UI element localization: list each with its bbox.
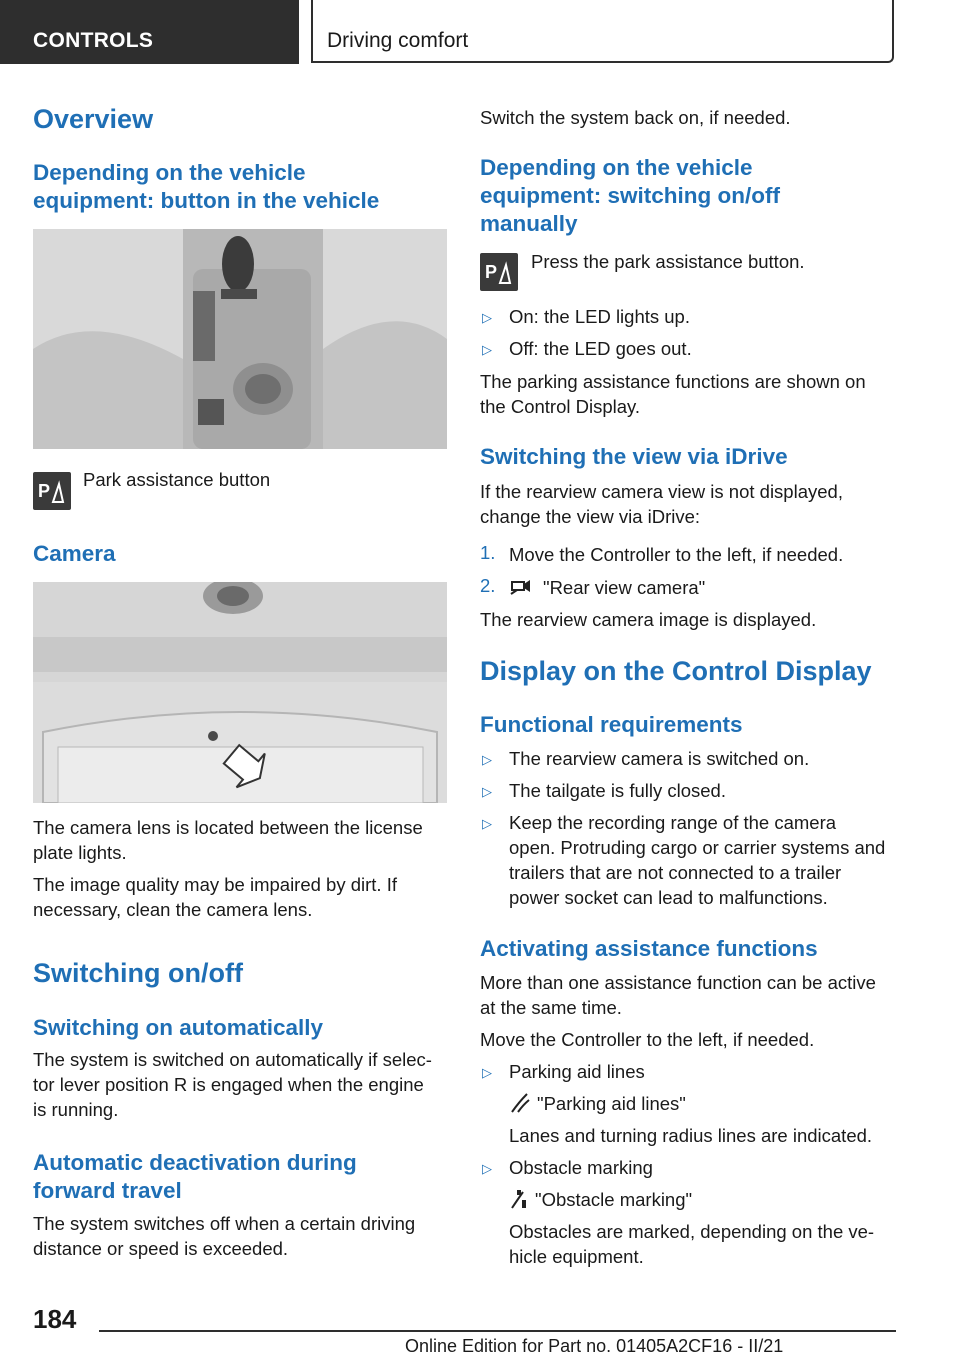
camera-heading: Camera bbox=[33, 541, 116, 566]
auto-on-heading: Switching on automatically bbox=[33, 1015, 324, 1040]
bullet-triangle-icon: ▷ bbox=[482, 1161, 492, 1176]
camera-photo bbox=[33, 582, 447, 803]
led-off-text: Off: the LED goes out. bbox=[509, 338, 692, 359]
req1-text: The rearview camera is switched on. bbox=[509, 748, 810, 769]
bullet-triangle-icon: ▷ bbox=[482, 1065, 492, 1080]
park-assist-icon bbox=[33, 472, 71, 510]
auto-off-heading-line2: forward travel bbox=[33, 1178, 182, 1203]
obstacle-desc-line2: hicle equipment. bbox=[509, 1246, 644, 1267]
more-line1: More than one assistance function can be active bbox=[480, 972, 876, 993]
section-tab bbox=[0, 0, 299, 64]
park-assist-icon bbox=[480, 253, 518, 291]
idrive-line2: change the view via iDrive: bbox=[480, 506, 701, 527]
parking-lines-label: Parking aid lines bbox=[509, 1061, 645, 1082]
bullet-triangle-icon: ▷ bbox=[482, 310, 492, 325]
camera-p1-line2: plate lights. bbox=[33, 842, 127, 863]
parking-lines-icon bbox=[509, 1092, 531, 1114]
req3-line3: trailers that are not connected to a trailer bbox=[509, 862, 842, 883]
overview-subheading-line2: equipment: button in the vehicle bbox=[33, 188, 380, 213]
obstacle-desc-line1: Obstacles are marked, depending on the ve‐ bbox=[509, 1221, 875, 1242]
shown-line2: the Control Display. bbox=[480, 396, 641, 417]
bullet-triangle-icon: ▷ bbox=[482, 752, 492, 767]
step1-text: Move the Controller to the left, if needed. bbox=[509, 544, 844, 565]
press-button-text: Press the park assistance button. bbox=[531, 251, 805, 272]
led-on-text: On: the LED lights up. bbox=[509, 306, 690, 327]
auto-off-line1: The system switches off when a certain driving bbox=[33, 1213, 416, 1234]
req3-line2: open. Protruding cargo or carrier systems and bbox=[509, 837, 886, 858]
step1-number: 1. bbox=[480, 542, 496, 563]
manual-heading-line2: equipment: switching on/off bbox=[480, 183, 780, 208]
interior-console-photo bbox=[33, 229, 447, 449]
req3-line4: power socket can lead to malfunctions. bbox=[509, 887, 828, 908]
svg-text:P: P bbox=[38, 481, 51, 501]
shown-line1: The parking assistance functions are shown on bbox=[480, 371, 866, 392]
auto-on-line3: is running. bbox=[33, 1099, 119, 1120]
chapter-tab bbox=[311, 0, 894, 63]
obstacle-label: Obstacle marking bbox=[509, 1157, 653, 1178]
display-heading: Display on the Control Display bbox=[480, 656, 872, 686]
rear-camera-icon bbox=[509, 576, 533, 596]
bullet-triangle-icon: ▷ bbox=[482, 342, 492, 357]
more-line2: at the same time. bbox=[480, 997, 622, 1018]
func-req-heading: Functional requirements bbox=[480, 712, 743, 737]
back-on-text: Switch the system back on, if needed. bbox=[480, 107, 791, 128]
camera-p2-line2: necessary, clean the camera lens. bbox=[33, 899, 313, 920]
idrive-heading: Switching the view via iDrive bbox=[480, 444, 788, 469]
parking-lines-desc: Lanes and turning radius lines are indicated. bbox=[509, 1125, 873, 1146]
step2-text: "Rear view camera" bbox=[543, 577, 706, 598]
activating-heading: Activating assistance functions bbox=[480, 936, 818, 961]
parking-lines-menu: "Parking aid lines" bbox=[537, 1093, 686, 1114]
step2-number: 2. bbox=[480, 575, 496, 596]
bullet-triangle-icon: ▷ bbox=[482, 816, 492, 831]
footer-rule bbox=[99, 1330, 896, 1332]
idrive-line1: If the rearview camera view is not displayed, bbox=[480, 481, 843, 502]
obstacle-menu: "Obstacle marking" bbox=[535, 1189, 693, 1210]
manual-heading-line1: Depending on the vehicle bbox=[480, 155, 753, 180]
req2-text: The tailgate is fully closed. bbox=[509, 780, 726, 801]
overview-subheading-line1: Depending on the vehicle bbox=[33, 160, 306, 185]
auto-off-line2: distance or speed is exceeded. bbox=[33, 1238, 289, 1259]
camera-p1-line1: The camera lens is located between the license bbox=[33, 817, 423, 838]
auto-on-line2: tor lever position R is engaged when the engine bbox=[33, 1074, 424, 1095]
camera-displayed-text: The rearview camera image is displayed. bbox=[480, 609, 817, 630]
section-title: CONTROLS bbox=[33, 29, 154, 52]
switching-heading: Switching on/off bbox=[33, 958, 243, 988]
move-controller-text: Move the Controller to the left, if needed. bbox=[480, 1029, 815, 1050]
auto-on-line1: The system is switched on automatically if selec‐ bbox=[33, 1049, 432, 1070]
park-button-caption: Park assistance button bbox=[83, 469, 271, 490]
chapter-title: Driving comfort bbox=[327, 29, 469, 52]
obstacle-marking-icon bbox=[509, 1188, 531, 1210]
footer-edition: Online Edition for Part no. 01405A2CF16 - II/21 bbox=[405, 1336, 784, 1356]
bullet-triangle-icon: ▷ bbox=[482, 784, 492, 799]
overview-heading: Overview bbox=[33, 104, 154, 134]
page-number: 184 bbox=[33, 1304, 77, 1334]
req3-line1: Keep the recording range of the camera bbox=[509, 812, 837, 833]
interior-console-illustration bbox=[33, 229, 447, 449]
svg-text:P: P bbox=[485, 262, 498, 282]
camera-p2-line1: The image quality may be impaired by dirt. If bbox=[33, 874, 397, 895]
camera-illustration bbox=[33, 582, 447, 803]
manual-heading-line3: manually bbox=[480, 211, 578, 236]
auto-off-heading-line1: Automatic deactivation during bbox=[33, 1150, 357, 1175]
